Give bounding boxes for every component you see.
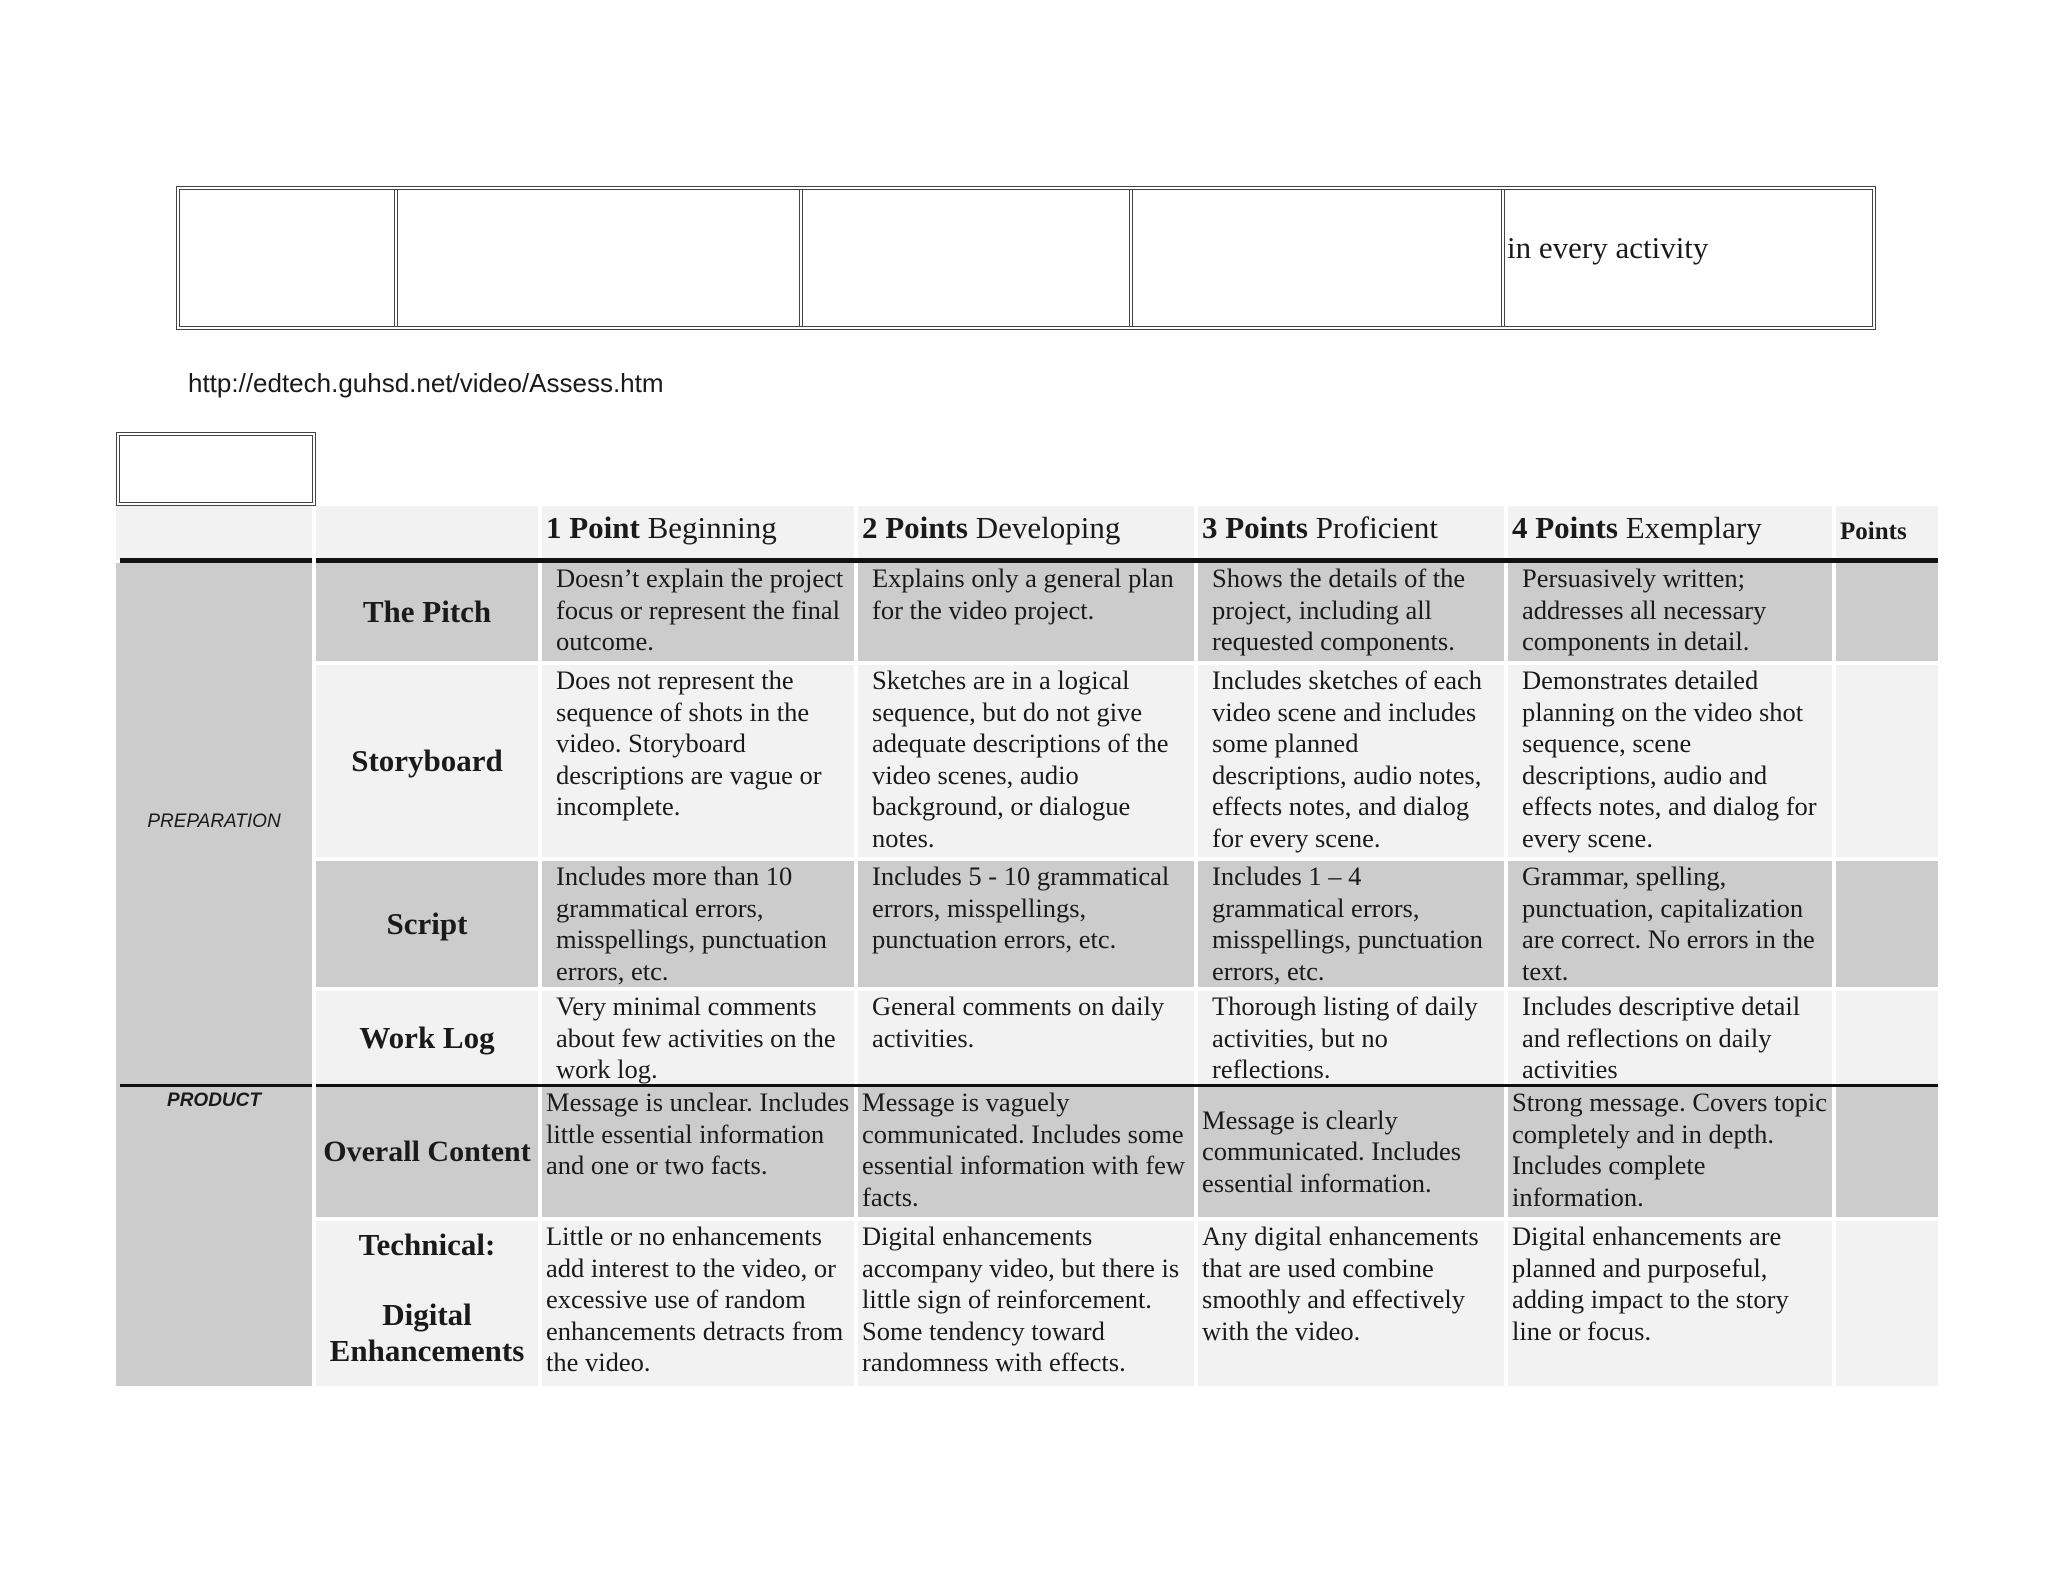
descriptor-cell: General comments on daily activities. bbox=[858, 991, 1194, 1085]
descriptor-cell: Shows the details of the project, including all requested components. bbox=[1198, 563, 1504, 661]
header-empty-cell bbox=[316, 506, 538, 560]
descriptor-cell bbox=[1198, 1087, 1504, 1217]
header-level-4: 4 Points Exemplary bbox=[1508, 506, 1832, 560]
table-cell bbox=[180, 190, 398, 326]
descriptor-cell: Message is vaguely communicated. Includes some essential information with few facts. bbox=[858, 1087, 1194, 1217]
criterion-storyboard: Storyboard bbox=[316, 665, 538, 857]
descriptor-cell: Thorough listing of daily activities, but no reflections. bbox=[1198, 991, 1504, 1085]
criterion-line-2: Digital Enhancements bbox=[329, 1297, 525, 1368]
empty-title-box bbox=[116, 432, 316, 506]
section-divider bbox=[120, 1084, 312, 1087]
continued-cell-text: in every activity bbox=[1507, 230, 1709, 265]
header-points: Points bbox=[1836, 506, 1938, 560]
rubric-table bbox=[116, 506, 1938, 1386]
descriptor-cell: Digital enhancements accompany video, but there is little sign of reinforcement. Some tendency toward randomness with effects. bbox=[858, 1221, 1194, 1386]
descriptor-cell: Includes descriptive detail and reflections on daily activities bbox=[1508, 991, 1832, 1085]
header-level-1: 1 Point Beginning bbox=[542, 506, 854, 560]
criterion-digital-enhancements bbox=[316, 1221, 538, 1386]
points-cell bbox=[1836, 861, 1938, 987]
points-cell bbox=[1836, 991, 1938, 1085]
descriptor-text: Message is clearly communicated. Includes essential information. bbox=[1202, 1104, 1462, 1198]
points-cell bbox=[1836, 665, 1938, 857]
descriptor-cell: Demonstrates detailed planning on the video shot sequence, scene descriptions, audio and effects notes, and dialog for every scene. bbox=[1508, 665, 1832, 857]
descriptor-cell: Grammar, spelling, punctuation, capitalization are correct. No errors in the text. bbox=[1508, 861, 1832, 987]
criterion-the-pitch: The Pitch bbox=[316, 563, 538, 661]
points-cell bbox=[1836, 1221, 1938, 1386]
descriptor-cell: Sketches are in a logical sequence, but do not give adequate descriptions of the video scenes, audio background, or dialogue notes. bbox=[858, 665, 1194, 857]
points-cell bbox=[1836, 1087, 1938, 1217]
table-cell bbox=[1505, 190, 1872, 326]
descriptor-cell: Includes more than 10 grammatical errors, misspellings, punctuation errors, etc. bbox=[542, 861, 854, 987]
header-level-2: 2 Points Developing bbox=[858, 506, 1194, 560]
table-cell bbox=[1133, 190, 1505, 326]
criterion-overall-content: Overall Content bbox=[316, 1087, 538, 1217]
descriptor-cell: Strong message. Covers topic completely and in depth. Includes complete information. bbox=[1508, 1087, 1832, 1217]
descriptor-cell: Message is unclear. Includes little essential information and one or two facts. bbox=[542, 1087, 854, 1217]
section-label-product: PRODUCT bbox=[167, 1090, 261, 1111]
descriptor-cell: Any digital enhancements that are used combine smoothly and effectively with the video. bbox=[1198, 1221, 1504, 1386]
source-url: http://edtech.guhsd.net/video/Assess.htm bbox=[188, 368, 664, 398]
table-cell bbox=[803, 190, 1133, 326]
descriptor-cell: Includes sketches of each video scene and includes some planned descriptions, audio notes, effects notes, and dialog for every scene. bbox=[1198, 665, 1504, 857]
descriptor-cell: Does not represent the sequence of shots in the video. Storyboard descriptions are vague or incomplete. bbox=[542, 665, 854, 857]
descriptor-cell: Includes 5 - 10 grammatical errors, misspellings, punctuation errors, etc. bbox=[858, 861, 1194, 987]
section-label-preparation: PREPARATION bbox=[147, 811, 281, 832]
descriptor-cell: Very minimal comments about few activities on the work log. bbox=[542, 991, 854, 1085]
header-empty-cell bbox=[116, 506, 312, 560]
criterion-script: Script bbox=[316, 861, 538, 987]
table-cell bbox=[398, 190, 803, 326]
descriptor-cell: Doesn’t explain the project focus or represent the final outcome. bbox=[542, 563, 854, 661]
descriptor-cell: Explains only a general plan for the video project. bbox=[858, 563, 1194, 661]
descriptor-cell: Persuasively written; addresses all necessary components in detail. bbox=[1508, 563, 1832, 661]
descriptor-cell: Includes 1 – 4 grammatical errors, misspellings, punctuation errors, etc. bbox=[1198, 861, 1504, 987]
continued-table bbox=[176, 186, 1876, 330]
points-cell bbox=[1836, 563, 1938, 661]
criterion-work-log: Work Log bbox=[316, 991, 538, 1085]
header-level-3: 3 Points Proficient bbox=[1198, 506, 1504, 560]
descriptor-cell: Little or no enhancements add interest to the video, or excessive use of random enhancements detracts from the video. bbox=[542, 1221, 854, 1386]
section-column bbox=[116, 563, 312, 1386]
descriptor-cell: Digital enhancements are planned and purposeful, adding impact to the story line or focus. bbox=[1508, 1221, 1832, 1386]
criterion-line-1: Technical: bbox=[358, 1227, 496, 1262]
